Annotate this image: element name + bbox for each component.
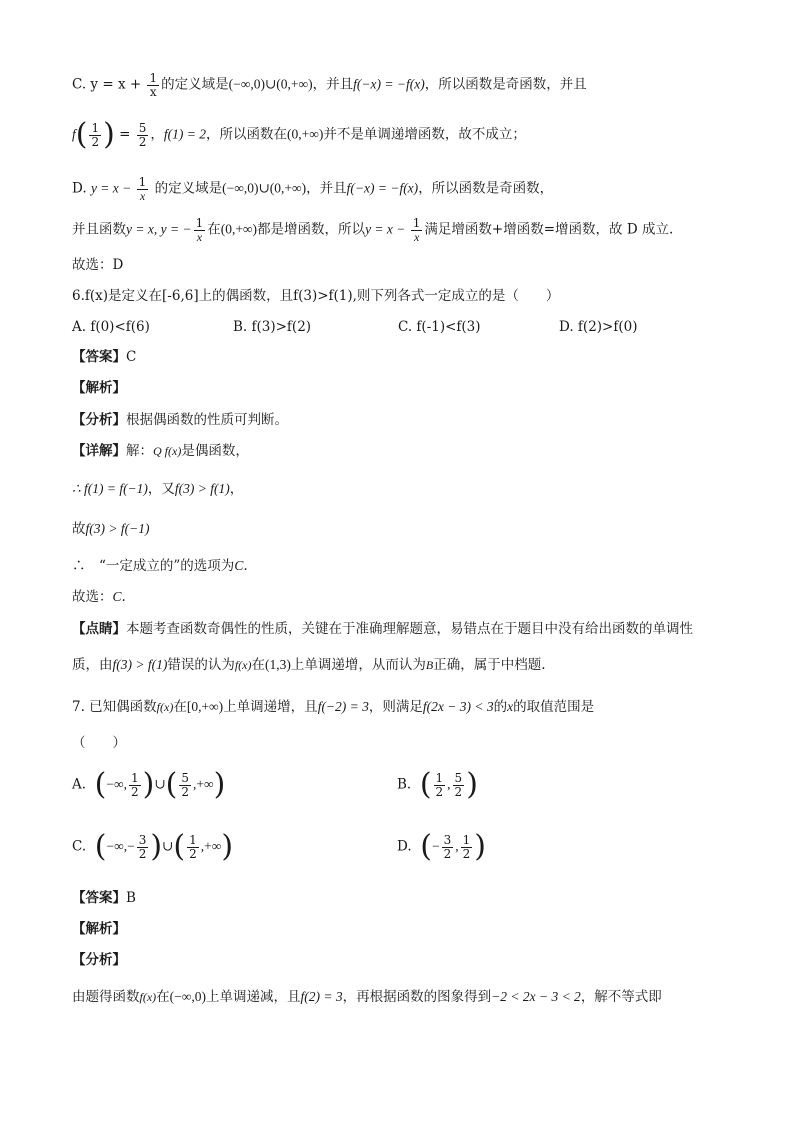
q7-option-c: C. (−∞,− $\frac{3}{2}$ )∪( $\frac{1}{2}$ ,+∞) [72,829,234,864]
q6-comment2: 质，由f(3) > f(1)错误的认为f(x)在(1,3)上单调递增，从而认为B正确，属于中档题. [72,657,546,673]
q7-option-a: A. (−∞, $\frac{1}{2}$ )∪( $\frac{5}{2}$ ,+∞) [72,767,226,802]
q7-option-b: B. ( $\frac{1}{2}$ , $\frac{5}{2}$ ) [397,767,478,802]
q7-paren: （ ） [72,735,126,751]
q6-comment1: 【点睛】本题考查函数奇偶性的性质，关键在于准确理解题意，易错点在于题目中没有给出函数的单调性 [72,621,693,637]
q6-final: 故选：C. [72,589,126,605]
q6-analysis-tag: 【解析】 [72,380,126,396]
q7-stem: 7. 已知偶函数f(x)在[0,+∞)上单调递增，且f(−2) = 3，则满足f(2x − 3) < 3的x的取值范围是 [72,699,595,715]
q6-answer: 【答案】C [72,349,137,365]
q6-fenxi: 【分析】根据偶函数的性质可判断。 [72,412,288,428]
q6-step1: ∴ f(1) = f(−1)，又f(3) > f(1)， [72,481,244,497]
q6-option-d: D. f(2)>f(0) [559,319,638,335]
q7-answer: 【答案】B [72,890,136,906]
q7-last-line: 由题得函数f(x)在(−∞,0)上单调递减，且f(2) = 3，再根据函数的图象得到−2 < 2x − 3 < 2，解不等式即 [72,989,662,1005]
q5d-line2: 并且函数y = x, y = − $\frac{1}{x}$ 在(0,+∞)都是增函数，所以y = x − $\frac{1}{x}$ 满足增函数+增函数=增函数，故 D 成立. [72,216,674,244]
q6-stem: 6.f(x)是定义在[-6,6]上的偶函数，且f(3)>f(1),则下列各式一定成立的是（ ） [72,288,560,304]
q6-detail: 【详解】解：Q f(x)是偶函数， [72,443,249,459]
fraction: $\frac{1}{x}$ [149,71,158,99]
q7-fenxi-tag: 【分析】 [72,952,126,968]
q5c-line2: f( $\frac{1}{2}$ ) = $\frac{5}{2}$ ，f(1) = 2，所以函数在(0,+∞)并不是单调递增函数，故不成立； [72,117,526,152]
q6-option-b: B. f(3)>f(2) [233,319,312,335]
q7-option-d: D. (− $\frac{3}{2}$ , $\frac{1}{2}$ ) [397,829,486,864]
q6-option-c: C. f(-1)<f(3) [398,319,481,335]
q5c-line1: C. y = x + $\frac{1}{x}$ 的定义域是(−∞,0)∪(0,+∞)，并且f(−x) = −f(x)，所以函数是奇函数，并且 [72,71,587,99]
q6-step3: ∴ “一定成立的”的选项为C. [72,558,248,574]
q5d-line1: D. y = x − $\frac{1}{x}$ 的定义域是(−∞,0)∪(0,+∞)，并且f(−x) = −f(x)，所以函数是奇函数， [72,175,554,203]
q6-step2: 故f(3) > f(−1) [72,521,150,537]
q5d-answer: 故选：D [72,257,124,273]
q7-analysis-tag: 【解析】 [72,921,126,937]
q6-option-a: A. f(0)<f(6) [72,319,150,335]
